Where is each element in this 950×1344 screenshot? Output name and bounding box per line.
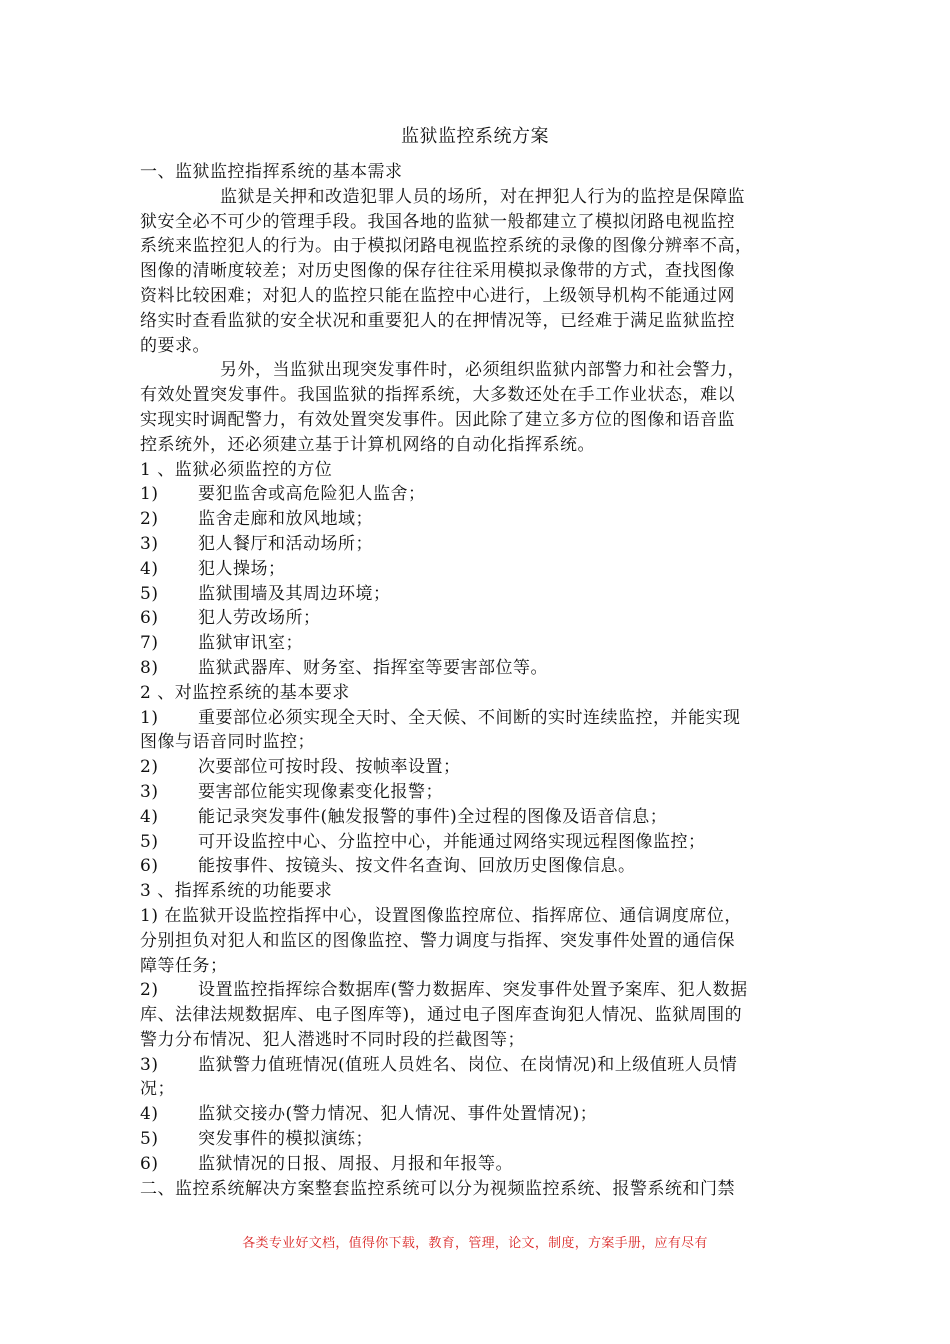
list-item: [140, 631, 800, 656]
list-item-continuation: 障等任务；: [140, 955, 228, 976]
list-number: 4): [140, 1104, 159, 1125]
list-number: 8): [140, 657, 159, 678]
list-item: [140, 830, 800, 855]
list-number: 4): [140, 806, 159, 827]
list-item: 1) 在监狱开设监控指挥中心，设置图像监控席位、指挥席位、通信调度席位，: [140, 905, 742, 926]
list-number: 3): [140, 781, 159, 802]
paragraph-line: 资料比较困难；对犯人的监控只能在监控中心进行，上级领导机构不能通过网: [140, 285, 735, 306]
list-item: [140, 978, 800, 1003]
list-number: 5): [140, 583, 159, 604]
list-number: 2): [140, 509, 159, 530]
list-number: 1): [140, 484, 159, 505]
section-heading: 一、监狱监控指挥系统的基本需求: [140, 162, 403, 182]
list-text: 犯人劳改场所；: [198, 608, 321, 629]
paragraph-line: 狱安全必不可少的管理手段。我国各地的监狱一般都建立了模拟闭路电视监控: [140, 211, 735, 232]
list-item-continuation: 分别担负对犯人和监区的图像监控、警力调度与指挥、突发事件处置的通信保: [140, 930, 735, 951]
list-text: 突发事件的模拟演练；: [198, 1129, 373, 1150]
list-number: 2): [140, 980, 159, 1001]
list-text: 设置监控指挥综合数据库(警力数据库、突发事件处置予案库、犯人数据: [198, 980, 748, 1001]
list-text: 要害部位能实现像素变化报警；: [198, 781, 443, 802]
list-number: 5): [140, 1129, 159, 1150]
list-item: [140, 805, 800, 830]
list-number: 3): [140, 533, 159, 554]
document-body: [140, 160, 800, 1201]
document-title: 监狱监控系统方案: [401, 126, 549, 147]
paragraph-line: 图像的清晰度较差；对历史图像的保存往往采用模拟录像带的方式，查找图像: [140, 261, 735, 282]
paragraph-line: 络实时查看监狱的安全状况和重要犯人的在押情况等，已经难于满足监狱监控: [140, 310, 735, 331]
paragraph-line: 监狱是关押和改造犯罪人员的场所，对在押犯人行为的监控是保障监: [220, 186, 745, 207]
paragraph-line: 实现实时调配警力，有效处置突发事件。因此除了建立多方位的图像和语音监: [140, 409, 735, 430]
list-text: 监狱情况的日报、周报、月报和年报等。: [198, 1153, 513, 1174]
list-text: 重要部位必须实现全天时、全天候、不间断的实时连续监控，并能实现: [198, 707, 741, 728]
list-number: 5): [140, 831, 159, 852]
list-number: 1): [140, 707, 159, 728]
list-text: 监狱交接办(警力情况、犯人情况、事件处置情况)；: [198, 1104, 598, 1125]
list-text: 能按事件、按镜头、按文件名查询、回放历史图像信息。: [198, 856, 636, 877]
list-number: 3): [140, 1054, 159, 1075]
list-text: 监狱审讯室；: [198, 633, 303, 654]
list-item: [140, 1152, 800, 1177]
list-item: [140, 557, 800, 582]
list-item-continuation: 警力分布情况、犯人潜逃时不同时段的拦截图等；: [140, 1029, 525, 1050]
list-text: 犯人餐厅和活动场所；: [198, 533, 373, 554]
list-text: 可开设监控中心、分监控中心，并能通过网络实现远程图像监控；: [198, 831, 706, 852]
list-text: 要犯监舍或高危险犯人监舍；: [198, 484, 426, 505]
list-text: 监狱警力值班情况(值班人员姓名、岗位、在岗情况)和上级值班人员情: [198, 1054, 738, 1075]
list-number: 2): [140, 757, 159, 778]
list-item: [140, 755, 800, 780]
paragraph-line: 有效处置突发事件。我国监狱的指挥系统，大多数还处在手工作业状态，难以: [140, 385, 735, 406]
list-item: [140, 482, 800, 507]
list-number: 6): [140, 856, 159, 877]
list-text: 监舍走廊和放风地域；: [198, 509, 373, 530]
subsection-heading: 3 、指挥系统的功能要求: [140, 881, 333, 902]
list-text: 犯人操场；: [198, 558, 286, 579]
paragraph-line: 的要求。: [140, 335, 210, 356]
section-heading: 二、监控系统解决方案整套监控系统可以分为视频监控系统、报警系统和门禁: [140, 1178, 735, 1199]
list-number: 7): [140, 633, 159, 654]
paragraph-line: 另外，当监狱出现突发事件时，必须组织监狱内部警力和社会警力，: [220, 360, 745, 381]
subsection-heading: 2 、对监控系统的基本要求: [140, 682, 350, 703]
paragraph-line: 系统来监控犯人的行为。由于模拟闭路电视监控系统的录像的图像分辨率不高，: [140, 236, 753, 257]
footer-promo-text: 各类专业好文档，值得你下载，教育，管理，论文，制度，方案手册，应有尽有: [242, 1236, 708, 1251]
list-number: 6): [140, 1153, 159, 1174]
list-item: [140, 582, 800, 607]
list-item-continuation: 图像与语音同时监控；: [140, 732, 315, 753]
list-text: 能记录突发事件(触发报警的事件)全过程的图像及语音信息；: [198, 806, 668, 827]
list-item: [140, 1053, 800, 1078]
list-item: [140, 854, 800, 879]
paragraph-line: 控系统外，还必须建立基于计算机网络的自动化指挥系统。: [140, 434, 595, 455]
subsection-heading: 1 、监狱必须监控的方位: [140, 459, 333, 480]
list-text: 监狱武器库、财务室、指挥室等要害部位等。: [198, 657, 548, 678]
list-item: [140, 1102, 800, 1127]
list-text: 次要部位可按时段、按帧率设置；: [198, 757, 461, 778]
list-item: [140, 532, 800, 557]
list-item-continuation: 况；: [140, 1079, 175, 1100]
list-item: [140, 656, 800, 681]
list-item: [140, 606, 800, 631]
list-number: 4): [140, 558, 159, 579]
list-item: [140, 507, 800, 532]
list-number: 6): [140, 608, 159, 629]
list-text: 监狱围墙及其周边环境；: [198, 583, 391, 604]
list-item: [140, 1127, 800, 1152]
list-item: [140, 706, 800, 731]
list-item-continuation: 库、法律法规数据库、电子图库等)，通过电子图库查询犯人情况、监狱周围的: [140, 1005, 743, 1026]
list-item: [140, 780, 800, 805]
